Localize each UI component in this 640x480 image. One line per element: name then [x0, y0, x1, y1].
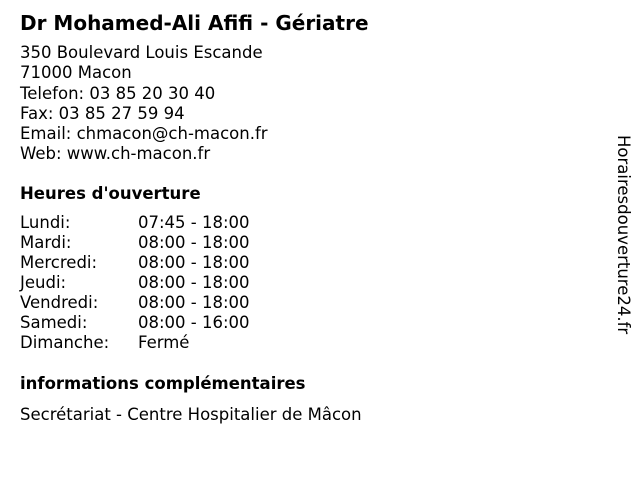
- day-label: Mercredi:: [20, 253, 98, 272]
- time-value: Fermé: [138, 333, 190, 352]
- time-value: 08:00 - 16:00: [138, 313, 250, 332]
- info-heading: informations complémentaires: [20, 374, 306, 393]
- phone-number: Telefon: 03 85 20 30 40: [20, 83, 216, 103]
- time-value: 08:00 - 18:00: [138, 273, 250, 292]
- address-city: 71000 Macon: [20, 63, 132, 83]
- time-value: 08:00 - 18:00: [138, 293, 250, 312]
- page-title: Dr Mohamed-Ali Afifi - Gériatre: [20, 11, 369, 35]
- fax-number: Fax: 03 85 27 59 94: [20, 103, 185, 123]
- contact-block: [20, 43, 268, 165]
- website: Web: www.ch-macon.fr: [20, 144, 211, 164]
- watermark: [613, 135, 633, 375]
- hours-row-wednesday: [20, 253, 250, 273]
- time-value: 08:00 - 18:00: [138, 233, 250, 252]
- day-label: Mardi:: [20, 233, 72, 252]
- address-street: 350 Boulevard Louis Escande: [20, 43, 263, 62]
- day-label: Dimanche:: [20, 333, 110, 352]
- hours-heading: Heures d'ouverture: [20, 184, 201, 203]
- day-label: Vendredi:: [20, 293, 99, 312]
- opening-hours-list: [20, 213, 250, 353]
- time-value: 07:45 - 18:00: [138, 213, 250, 232]
- hours-row-tuesday: [20, 233, 250, 253]
- hours-row-monday: [20, 213, 250, 233]
- email-address: Email: chmacon@ch-macon.fr: [20, 124, 268, 144]
- hours-row-sunday: [20, 333, 250, 353]
- time-value: 08:00 - 18:00: [138, 253, 250, 272]
- hours-row-saturday: [20, 313, 250, 333]
- watermark-text: Horairesdouverture24.fr: [614, 135, 633, 335]
- day-label: Jeudi:: [20, 273, 67, 292]
- day-label: Samedi:: [20, 313, 88, 332]
- day-label: Lundi:: [20, 213, 71, 232]
- hours-row-friday: [20, 293, 250, 313]
- hours-row-thursday: [20, 273, 250, 293]
- info-text: Secrétariat - Centre Hospitalier de Mâcon: [20, 405, 362, 424]
